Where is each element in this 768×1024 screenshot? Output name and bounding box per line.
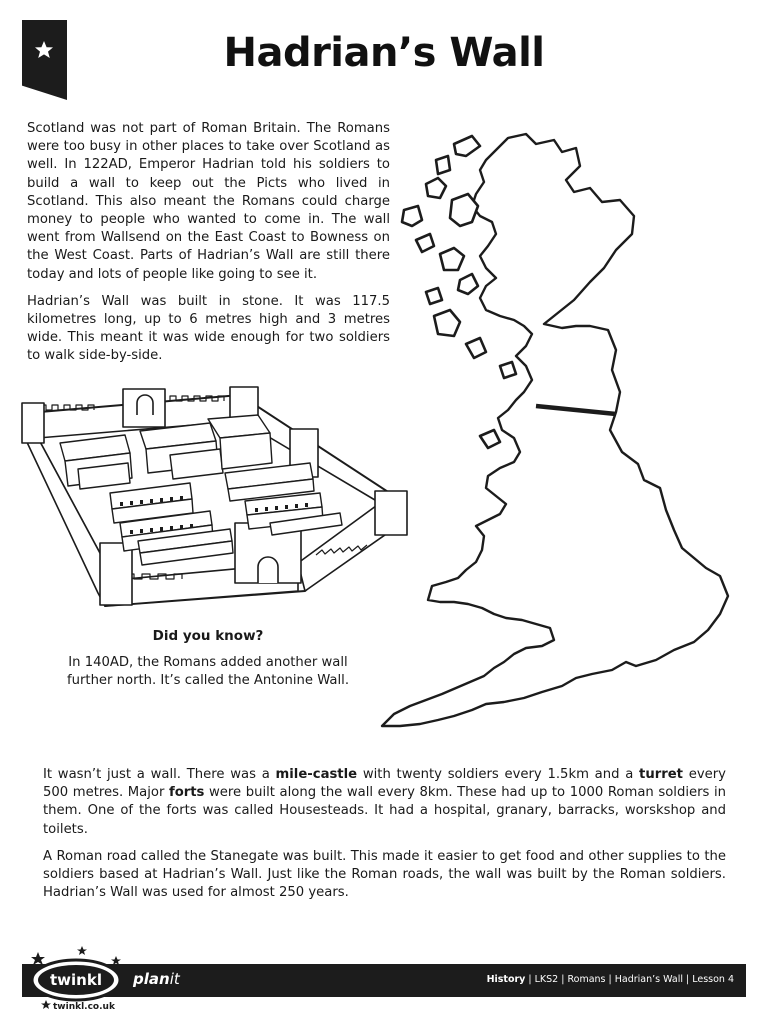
body-text-run: with twenty soldiers every 1.5km and a [357, 767, 640, 782]
body-text-run: every 500 metres. Major [43, 767, 726, 801]
planit-brand-it: it [169, 970, 180, 988]
site-url: twinkl.co.uk [53, 1002, 115, 1012]
body-text-run: were built along the wall every 8km. These had up to 1000 Roman soldiers in them. One of the forts was called Housesteads. It had a hospital, granary, barracks, worskshop and toilets. [43, 785, 726, 837]
planit-brand-plan: plan [133, 970, 170, 988]
lesson-details: | LKS2 | Romans | Hadrian’s Wall | Lesson 4 [525, 974, 734, 985]
logo-text: twinkl [50, 971, 102, 989]
body-text-run: It wasn’t just a wall. There was a [43, 767, 276, 782]
lesson-subject: History [486, 974, 526, 985]
body-text [43, 766, 726, 911]
body-paragraph-2: A Roman road called the Stanegate was built. This made it easier to get food and other supplies to the soldiers based at Hadrian’s Wall. Just like the Roman roads, the wall was built by the Roman soldiers. Hadrian’s Wall was used for almost 250 years. [43, 848, 726, 901]
intro-text [27, 120, 390, 375]
did-you-know-text: In 140AD, the Romans added another wall further north. It’s called the Antonine Wall. [66, 655, 350, 688]
did-you-know-heading: Did you know? [152, 628, 264, 644]
term-turret: turret [639, 767, 683, 782]
planit-brand [133, 970, 180, 988]
did-you-know-box [60, 628, 356, 690]
lesson-info [487, 974, 734, 985]
britain-map [376, 130, 730, 730]
term-mile-castle: mile-castle [275, 767, 358, 782]
intro-paragraph-2: Hadrian’s Wall was built in stone. It was 117.5 kilometres long, up to 6 metres high and 3 metres wide. This meant it was wide enough for two soldiers to walk side-by-side. [27, 293, 390, 364]
intro-paragraph-1: Scotland was not part of Roman Britain. The Romans were too busy in other places to take over Scotland as well. In 122AD, Emperor Hadrian told his soldiers to build a wall to keep out the Picts who lived in Scotland. This also meant the Romans could charge money to people who wanted to come in. The wall went from Wallsend on the East Coast to Bowness on the West Coast. Parts of Hadrian’s Wall are still there today and lots of people like going to see it. [27, 121, 390, 282]
page-title: Hadrian’s Wall [223, 30, 545, 76]
fort-illustration [20, 383, 412, 618]
body-paragraph-1 [43, 766, 726, 839]
term-forts: forts [168, 785, 205, 801]
